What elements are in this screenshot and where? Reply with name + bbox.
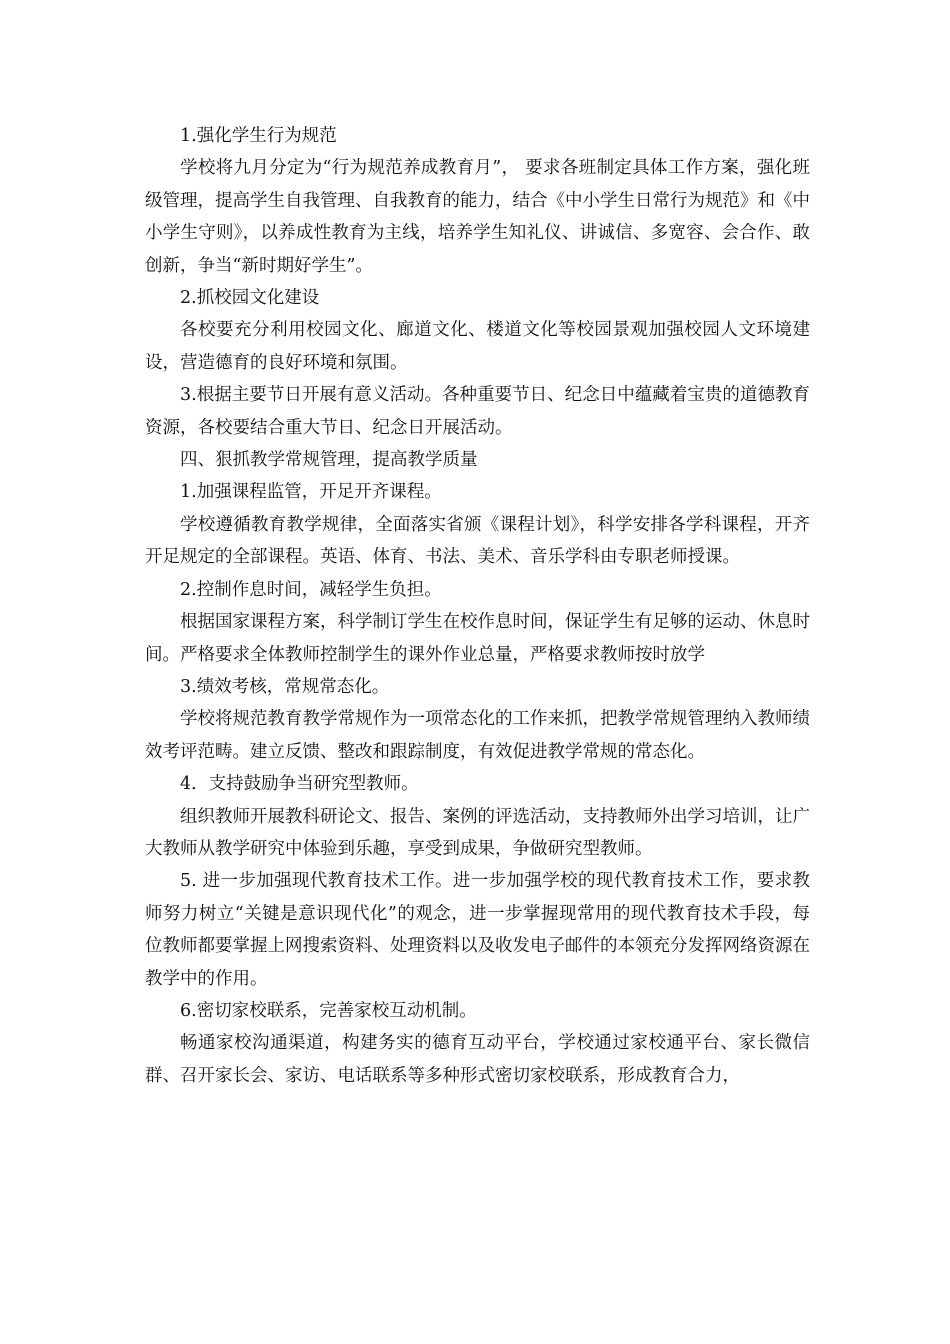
paragraph-research-teacher: 组织教师开展教科研论文、报告、案例的评选活动，支持教师外出学习培训，让广大教师从教学研究中体验到乐趣，享受到成果，争做研究型教师。 (145, 806, 810, 859)
section-heading-research-teacher: 4．支持鼓励争当研究型教师。 (180, 774, 419, 795)
paragraph-behavior-month: 学校将九月分定为“行为规范养成教育月”， 要求各班制定具体工作方案，强化班级管理，提高学生自我管理、自我教育的能力，结合《中小学生日常行为规范》和《中小学生守则》，以养成性教育为主线，培养学生知礼仪、讲诚信、多宽容、会合作、敢创新，争当“新时期好学生”。 (145, 158, 810, 276)
paragraph-campus-culture: 各校要充分利用校园文化、廊道文化、楼道文化等校园景观加强校园人文环境建设，营造德育的良好环境和氛围。 (145, 320, 810, 373)
section-heading-performance: 3.绩效考核，常规常态化。 (180, 676, 390, 697)
paragraph-festival-activities: 3.根据主要节日开展有意义活动。各种重要节日、纪念日中蕴藏着宝贵的道德教育资源，各校要结合重大节日、纪念日开展活动。 (145, 385, 810, 438)
section-heading-teaching-routine: 四、狠抓教学常规管理，提高教学质量 (180, 450, 478, 471)
paragraph-curriculum: 学校遵循教育教学规律，全面落实省颁《课程计划》，科学安排各学科课程，开齐开足规定的全部课程。英语、体育、书法、美术、音乐学科由专职老师授课。 (145, 514, 810, 568)
section-heading-home-school: 6.密切家校联系，完善家校互动机制。 (180, 1000, 477, 1021)
section-heading-campus-culture: 2.抓校园文化建设 (180, 288, 320, 309)
section-heading-behavior-norms: 1.强化学生行为规范 (180, 126, 337, 146)
paragraph-performance: 学校将规范教育教学常规作为一项常态化的工作来抓，把教学常规管理纳入教师绩效考评范畴。建立反馈、整改和跟踪制度，有效促进教学常规的常态化。 (145, 709, 810, 762)
section-heading-schedule: 2.控制作息时间，减轻学生负担。 (180, 579, 442, 600)
paragraph-edtech: 5. 进一步加强现代教育技术工作。进一步加强学校的现代教育技术工作，要求教师努力树立“关键是意识现代化”的观念，进一步掌握现常用的现代教育技术手段，每位教师都要掌握上网搜索资料、处理资料以及收发电子邮件的本领充分发挥网络资源在教学中的作用。 (145, 871, 810, 989)
paragraph-home-school: 畅通家校沟通渠道，构建务实的德育互动平台，学校通过家校通平台、家长微信群、召开家长会、家访、电话联系等多种形式密切家校联系，形成教育合力， (145, 1033, 810, 1086)
document-body (145, 120, 810, 1092)
section-heading-curriculum: 1.加强课程监管，开足开齐课程。 (180, 482, 442, 503)
paragraph-schedule: 根据国家课程方案，科学制订学生在校作息时间，保证学生有足够的运动、休息时间。严格要求全体教师控制学生的课外作业总量，严格要求教师按时放学 (145, 612, 810, 665)
